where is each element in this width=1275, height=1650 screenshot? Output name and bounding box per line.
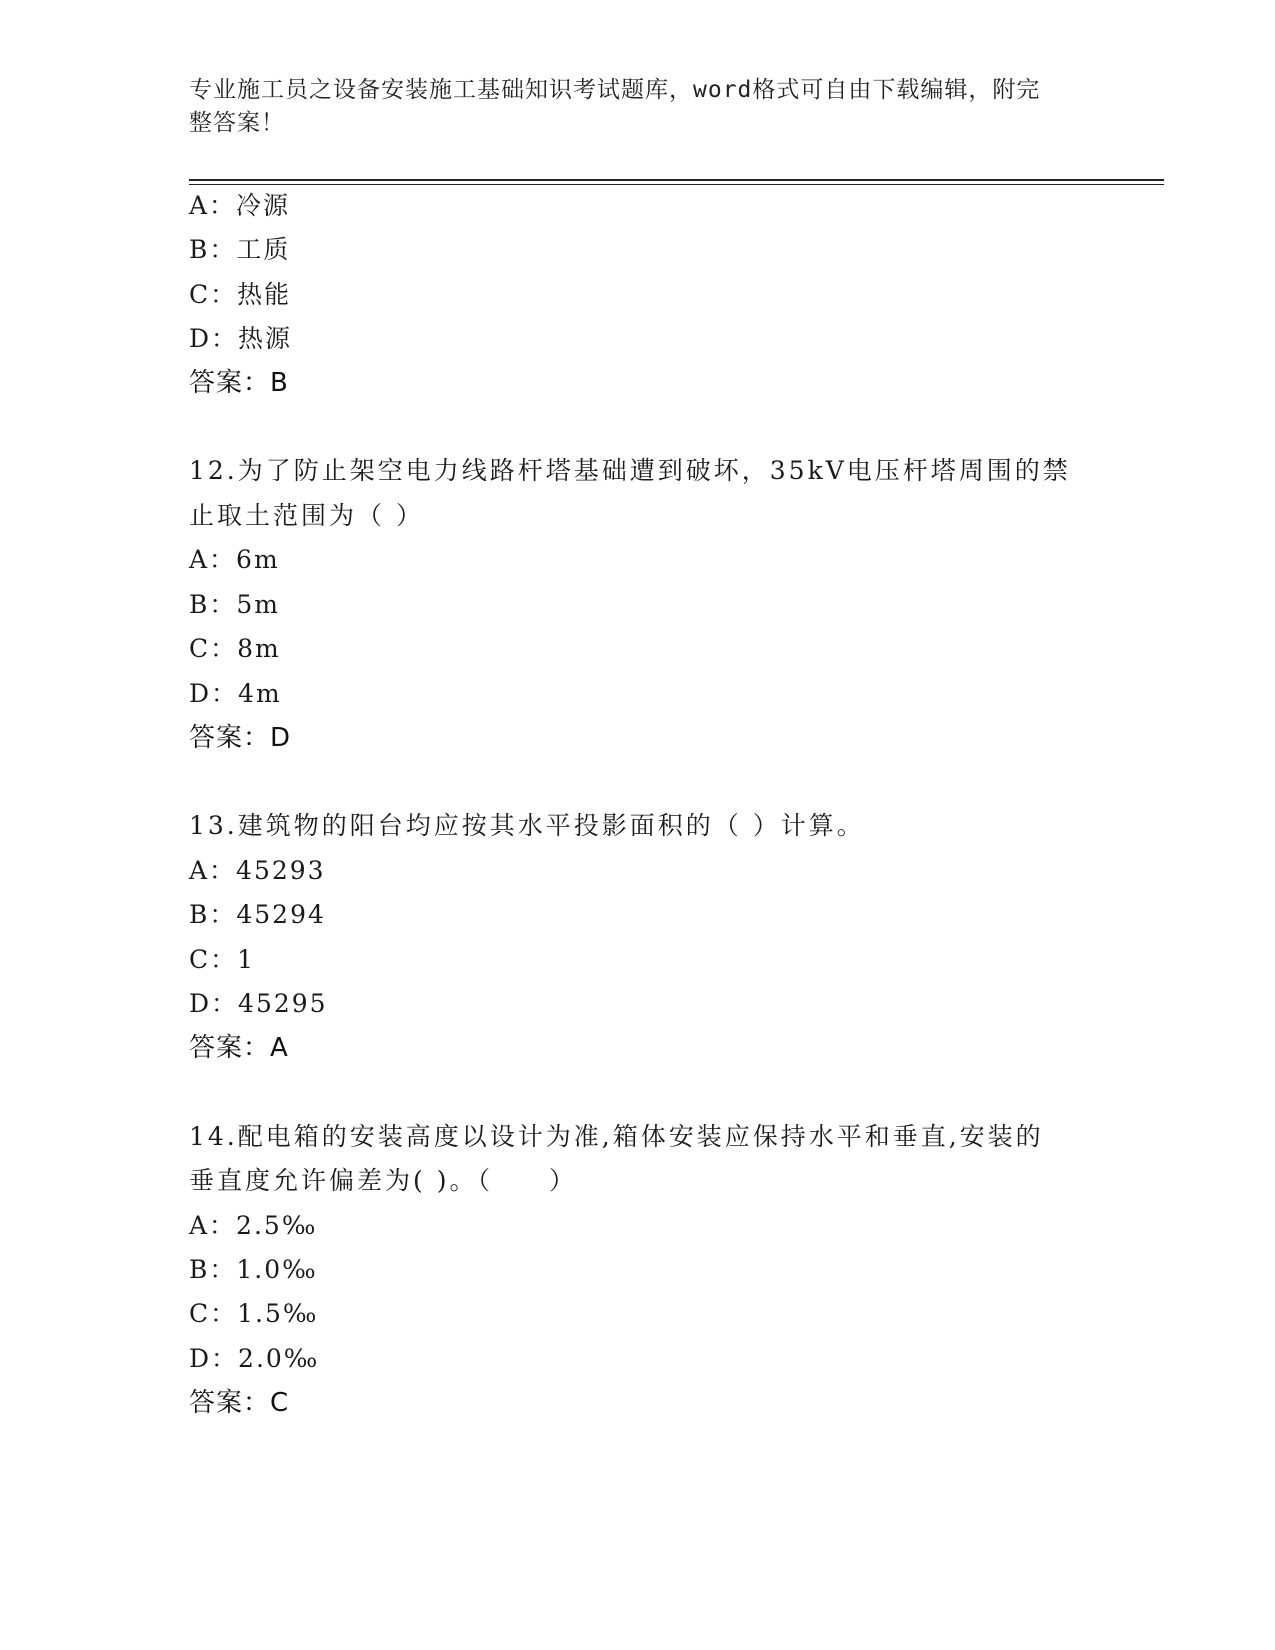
q12-answer: 答案：D	[189, 723, 292, 753]
q14-answer: 答案：C	[189, 1388, 290, 1418]
q13-option-d: D：45295	[189, 989, 328, 1018]
q14-stem-line-2: 垂直度允许偏差为( )。（ ）	[189, 1166, 577, 1195]
q14-stem-line-1: 14.配电箱的安装高度以设计为准,箱体安装应保持水平和垂直,安装的	[189, 1122, 1044, 1151]
q12-stem-line-2: 止取土范围为（ ）	[189, 501, 424, 530]
q14-option-b: B：1.0‰	[189, 1255, 318, 1284]
q12-option-a: A：6m	[189, 545, 280, 574]
header-divider	[189, 179, 1164, 181]
q13-answer: 答案：A	[189, 1033, 289, 1063]
q13-stem-line-1: 13.建筑物的阳台均应按其水平投影面积的（ ）计算。	[189, 811, 865, 840]
q11-option-b: B：工质	[189, 235, 291, 264]
q14-option-a: A：2.5‰	[189, 1211, 318, 1240]
q12-option-b: B：5m	[189, 590, 280, 619]
q12-option-c: C：8m	[189, 634, 281, 663]
q14-option-d: D：2.0‰	[189, 1344, 320, 1373]
q13-option-c: C：1	[189, 945, 256, 974]
q11-option-c: C：热能	[189, 280, 292, 309]
q13-option-a: A：45293	[189, 856, 326, 885]
q12-stem-line-1: 12.为了防止架空电力线路杆塔基础遭到破坏，35kV电压杆塔周围的禁	[189, 456, 1071, 485]
header-title-line-1: 专业施工员之设备安装施工基础知识考试题库，word格式可自由下载编辑，附完	[189, 77, 1041, 103]
q12-option-d: D：4m	[189, 679, 282, 708]
q11-answer: 答案：B	[189, 368, 289, 398]
header-title-line-2: 整答案！	[189, 110, 285, 136]
q11-option-a: A：冷源	[189, 191, 291, 220]
header-divider-thin	[189, 184, 1164, 185]
q11-option-d: D：热源	[189, 324, 293, 353]
document-header	[189, 74, 1089, 140]
q14-option-c: C：1.5‰	[189, 1299, 319, 1328]
q13-option-b: B：45294	[189, 900, 326, 929]
